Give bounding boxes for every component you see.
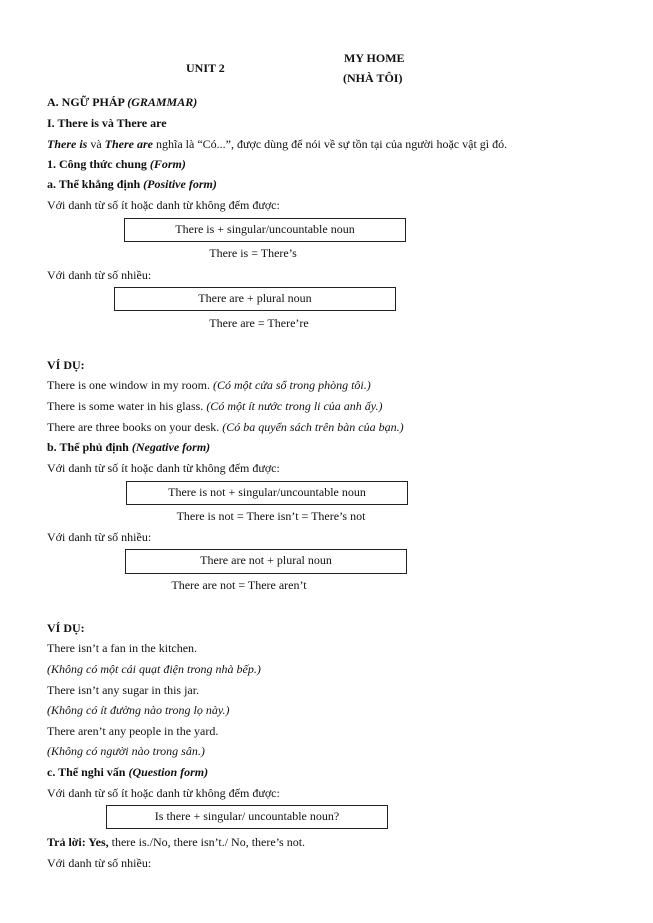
positive-plural-formula-box: There are + plural noun [114, 287, 396, 311]
question-heading-label-en: (Question form) [128, 765, 209, 779]
negative-singular-formula-box: There is not + singular/uncountable noun [126, 481, 408, 505]
negative-singular-intro: Với danh từ số ít hoặc danh từ không đếm được: [47, 461, 280, 475]
example-en: There is one window in my room. [47, 378, 213, 392]
example-2-2-en: There isn’t any sugar in this jar. [47, 683, 200, 697]
intro-term-there-is: There is [47, 137, 88, 151]
example-1-1 [47, 378, 371, 392]
positive-plural-short: There are = There’re [209, 316, 309, 330]
negative-plural-formula-box: There are not + plural noun [125, 549, 407, 574]
answer-yes: Yes, [85, 835, 109, 849]
section-a-label: A. NGỮ PHÁP [47, 95, 125, 109]
examples-2-label: VÍ DỤ: [47, 621, 85, 635]
example-1-2 [47, 399, 382, 413]
intro-rest: nghĩa là “Có...”, được dùng để nói về sự tồn tại của người hoặc vật gì đó. [153, 137, 508, 151]
example-2-1-en: There isn’t a fan in the kitchen. [47, 641, 198, 655]
example-vi: (Có một ít nước trong li của anh ấy.) [206, 399, 383, 413]
form-heading-label: 1. Công thức chung [47, 157, 150, 171]
question-heading [47, 765, 208, 779]
question-plural-intro: Với danh từ số nhiều: [47, 856, 152, 870]
section-a-heading [47, 95, 197, 109]
negative-plural-short: There are not = There aren’t [171, 578, 307, 592]
page-title: MY HOME [344, 51, 405, 65]
form-heading [47, 157, 186, 171]
positive-heading [47, 177, 217, 191]
positive-plural-intro: Với danh từ số nhiều: [47, 268, 152, 282]
example-vi: (Có một cửa sổ trong phòng tôi.) [212, 378, 371, 392]
positive-singular-short: There is = There’s [209, 246, 297, 260]
example-1-3 [47, 420, 404, 434]
answer-rest: there is./No, there isn’t./ No, there’s not. [108, 835, 306, 849]
form-heading-label-en: (Form) [149, 157, 186, 171]
question-singular-formula-box: Is there + singular/ uncountable noun? [106, 805, 388, 829]
unit-label: UNIT 2 [186, 61, 225, 75]
answer-label: Trả lời: [47, 835, 86, 849]
positive-heading-label-en: (Positive form) [143, 177, 217, 191]
intro-term-there-are: There are [104, 137, 153, 151]
example-2-3-en: There aren’t any people in the yard. [47, 724, 219, 738]
example-vi: (Có ba quyển sách trên bàn của bạn.) [222, 420, 404, 434]
intro-conj: và [87, 137, 105, 151]
example-2-2-vi: (Không có ít đường nào trong lọ này.) [47, 703, 230, 717]
negative-plural-intro: Với danh từ số nhiều: [47, 530, 152, 544]
negative-heading-label: b. Thể phủ định [47, 440, 132, 454]
section-a-label-en: (GRAMMAR) [127, 95, 198, 109]
question-singular-intro: Với danh từ số ít hoặc danh từ không đếm được: [47, 786, 280, 800]
page-title-vi: (NHÀ TÔI) [343, 71, 403, 85]
example-2-1-vi: (Không có một cái quạt điện trong nhà bếp.) [47, 662, 261, 676]
negative-singular-short: There is not = There isn’t = There’s not [176, 509, 366, 523]
question-heading-label: c. Thể nghi vấn [47, 765, 129, 779]
example-2-3-vi: (Không có người nào trong sân.) [47, 744, 205, 758]
positive-singular-intro: Với danh từ số ít hoặc danh từ không đếm được: [47, 198, 280, 212]
examples-1-label: VÍ DỤ: [47, 358, 85, 372]
question-answer [47, 835, 305, 849]
positive-heading-label: a. Thể khẳng định [47, 177, 144, 191]
negative-heading-label-en: (Negative form) [131, 440, 211, 454]
example-en: There are three books on your desk. [47, 420, 223, 434]
section-i-intro [47, 137, 507, 151]
section-i-heading: I. There is và There are [47, 116, 167, 130]
negative-heading [47, 440, 210, 454]
positive-singular-formula-box: There is + singular/uncountable noun [124, 218, 406, 242]
example-en: There is some water in his glass. [47, 399, 207, 413]
